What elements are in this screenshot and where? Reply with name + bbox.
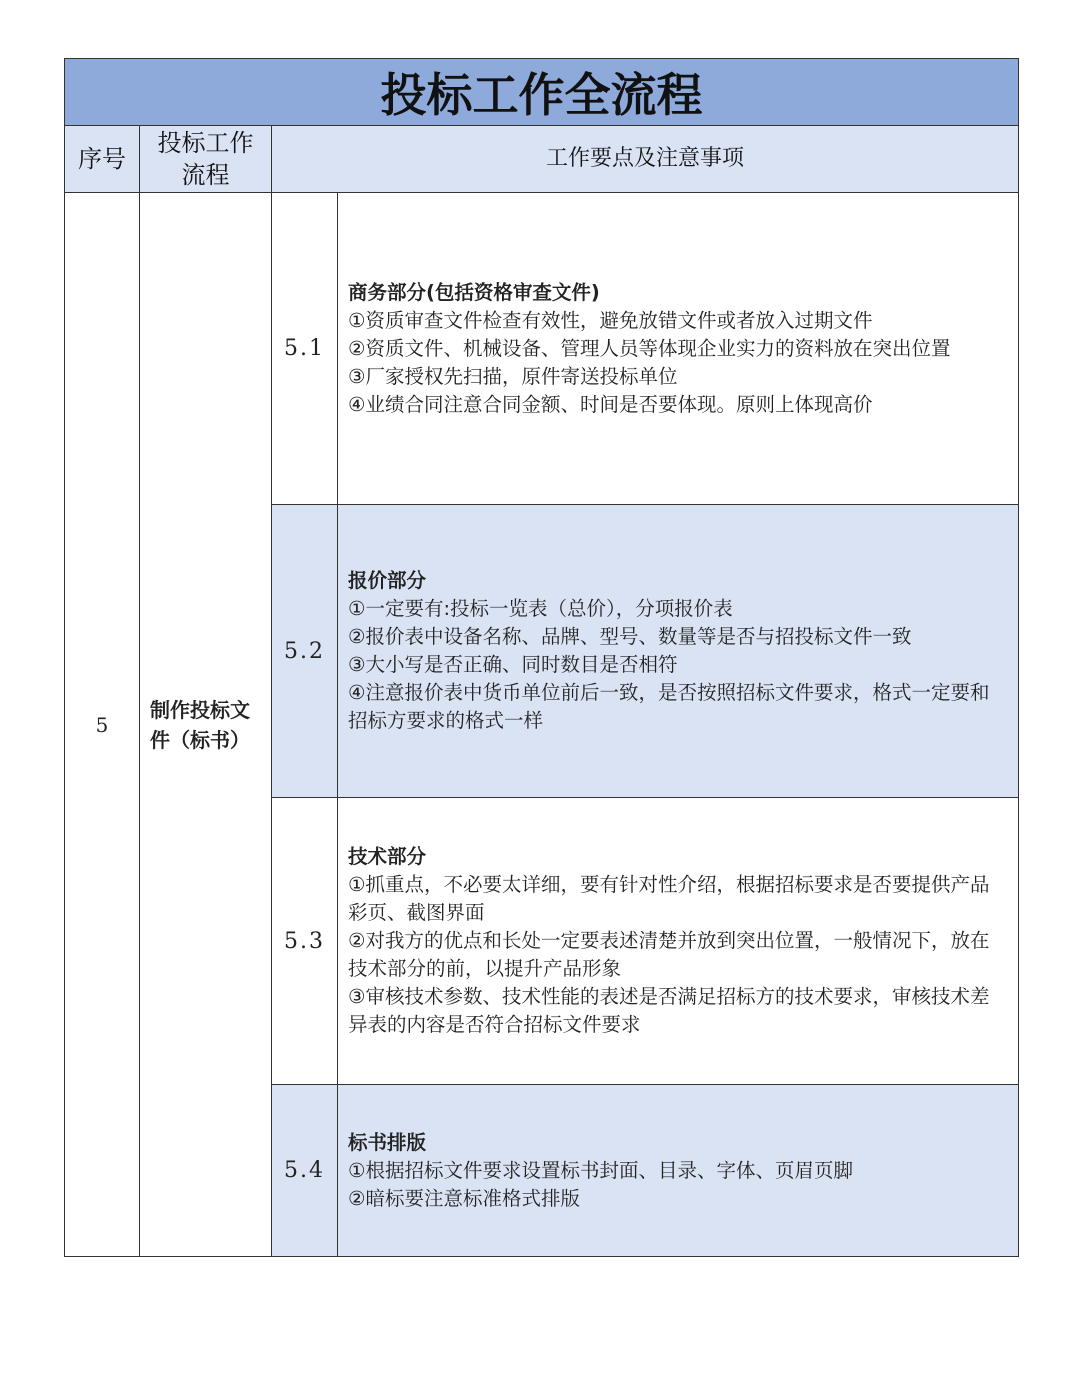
section-line: ③审核技术参数、技术性能的表述是否满足招标方的技术要求，审核技术差异表的内容是否符合招标文件要求 [348,985,990,1036]
section-line: ③大小写是否正确、同时数目是否相符 [348,653,678,676]
section-line: ①资质审查文件检查有效性，避免放错文件或者放入过期文件 [348,308,873,332]
header-seq: 序号 [65,126,140,193]
section-line: ②对我方的优点和长处一定要表述清楚并放到突出位置，一般情况下，放在技术部分的前，以提升产品形象 [348,929,990,980]
section-number: 5.2 [272,505,338,798]
section-line: ②暗标要注意标准格式排版 [348,1186,580,1210]
row-seq: 5 [65,193,140,1257]
process-table [64,58,1019,1257]
section-line: ④业绩合同注意合同金额、时间是否要体现。原则上体现高价 [348,392,873,416]
section-content [338,1085,1019,1257]
row-flow-line1: 制作投标文 [150,697,250,722]
header-points: 工作要点及注意事项 [272,126,1019,193]
section-line: ①抓重点，不必要太详细，要有针对性介绍，根据招标要求是否要提供产品彩页、截图界面 [348,873,990,924]
section-title: 商务部分(包括资格审查文件) [348,280,600,304]
header-flow [140,126,272,193]
section-line: ③厂家授权先扫描，原件寄送投标单位 [348,364,678,388]
row-flow-line2: 件（标书） [150,727,250,752]
section-line: ②资质文件、机械设备、管理人员等体现企业实力的资料放在突出位置 [348,336,951,360]
section-number: 5.3 [272,798,338,1085]
section-title: 技术部分 [348,845,427,868]
row-flow [140,193,272,1257]
section-title: 报价部分 [348,569,427,592]
section-line: ①一定要有:投标一览表（总价），分项报价表 [348,597,733,620]
section-content [338,505,1019,798]
page-title: 投标工作全流程 [65,59,1019,126]
section-content [338,798,1019,1085]
section-line: ④注意报价表中货币单位前后一致，是否按照招标文件要求，格式一定要和招标方要求的格式一样 [348,681,990,732]
section-number: 5.1 [272,193,338,505]
section-content [338,193,1019,505]
header-flow-line2: 流程 [181,161,230,189]
section-title: 标书排版 [348,1130,427,1154]
section-line: ①根据招标文件要求设置标书封面、目录、字体、页眉页脚 [348,1158,853,1182]
section-line: ②报价表中设备名称、品牌、型号、数量等是否与招投标文件一致 [348,625,912,648]
section-number: 5.4 [272,1085,338,1257]
header-flow-line1: 投标工作 [157,129,254,157]
